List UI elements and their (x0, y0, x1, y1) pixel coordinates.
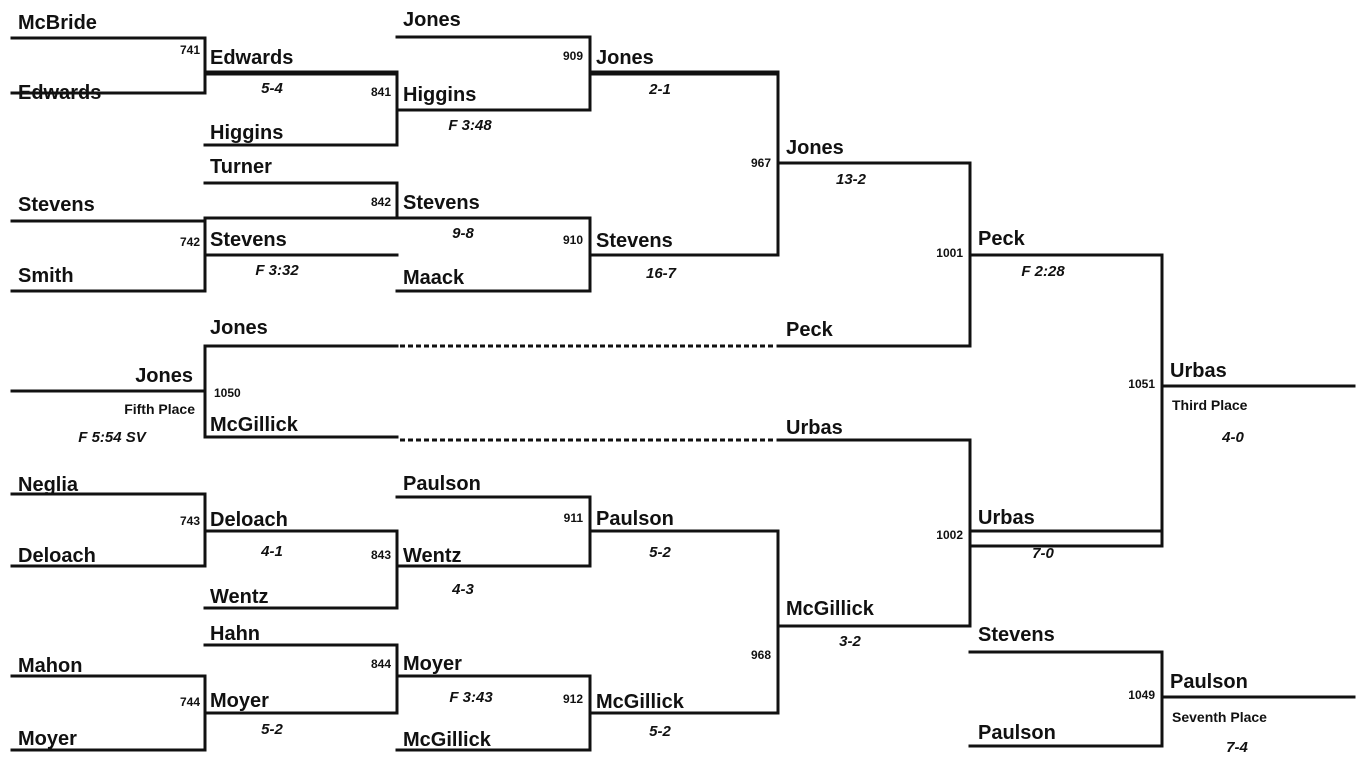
wrestler-name: Edwards (210, 47, 294, 69)
wrestler-name: Wentz (403, 545, 462, 567)
bout-number: 741 (179, 43, 200, 57)
third-place-label: Third Place (1172, 397, 1248, 413)
match-result: 13-2 (835, 171, 867, 188)
wrestler-name: Jones (596, 47, 654, 69)
match-result: 4-3 (452, 581, 474, 598)
wrestler-name: Urbas (786, 417, 843, 439)
match-result: F 3:48 (448, 117, 492, 134)
wrestler-name: Edwards (18, 82, 102, 104)
match-result: F 2:28 (1021, 263, 1065, 280)
wrestler-name: Deloach (18, 545, 96, 567)
bout-number: 967 (750, 156, 771, 170)
bout-number: 1051 (1128, 377, 1155, 391)
wrestler-name: Paulson (403, 473, 481, 495)
wrestler-name: Paulson (978, 722, 1056, 744)
wrestler-name: Hahn (210, 623, 260, 645)
wrestler-name: Stevens (18, 194, 95, 216)
wrestler-name: Moyer (403, 653, 462, 675)
match-result: F 5:54 SV (78, 429, 146, 446)
wrestler-name: Higgins (210, 122, 284, 144)
bout-number: 844 (370, 657, 391, 671)
wrestler-name: Jones (210, 317, 268, 339)
bout-number: 843 (370, 548, 391, 562)
wrestler-name: McBride (18, 12, 97, 34)
bout-number: 909 (562, 49, 583, 63)
match-result: 4-0 (1222, 429, 1244, 446)
wrestler-name: Moyer (210, 690, 269, 712)
match-result: 5-2 (649, 544, 671, 561)
wrestler-name: Urbas (1170, 360, 1227, 382)
match-result: 5-2 (261, 721, 283, 738)
seventh-place-label: Seventh Place (1172, 709, 1267, 725)
wrestler-name: McGillick (786, 598, 874, 620)
wrestler-name: McGillick (403, 729, 491, 751)
fifth-place-winner: Jones (135, 365, 193, 387)
match-result: F 3:43 (449, 689, 493, 706)
match-result: 7-0 (1032, 545, 1054, 562)
match-result: 5-4 (261, 80, 283, 97)
wrestler-name: Stevens (596, 230, 673, 252)
wrestler-name: Wentz (210, 586, 269, 608)
match-result: 7-4 (1226, 739, 1248, 756)
bracket-line (205, 183, 397, 218)
match-result: 9-8 (452, 225, 474, 242)
wrestler-name: Neglia (18, 474, 79, 496)
bracket-line (590, 72, 778, 255)
match-result: 5-2 (649, 723, 671, 740)
match-result: 3-2 (839, 633, 861, 650)
match-result: 2-1 (649, 81, 671, 98)
bout-number: 911 (563, 511, 583, 525)
match-result: 16-7 (645, 265, 677, 282)
wrestler-name: Paulson (1170, 671, 1248, 693)
bout-number: 1001 (936, 246, 963, 260)
bout-number: 841 (370, 85, 391, 99)
wrestler-name: Stevens (210, 229, 287, 251)
wrestler-name: Turner (210, 156, 272, 178)
bout-number: 1002 (936, 528, 963, 542)
bout-number: 910 (562, 233, 583, 247)
bracket-line (970, 255, 1162, 546)
fifth-place-label: Fifth Place (124, 401, 195, 417)
bout-number: 742 (179, 235, 200, 249)
wrestler-name: Paulson (596, 508, 674, 530)
bout-number: 912 (562, 692, 583, 706)
wrestler-name: Peck (978, 228, 1025, 250)
wrestler-name: McGillick (596, 691, 684, 713)
wrestler-name: Peck (786, 319, 833, 341)
bout-number: 1050 (214, 386, 241, 400)
match-result: F 3:32 (255, 262, 299, 279)
wrestler-name: McGillick (210, 414, 298, 436)
bracket-line (590, 531, 778, 713)
wrestler-name: Maack (403, 267, 465, 289)
wrestler-name: Higgins (403, 84, 477, 106)
wrestler-name: Jones (403, 9, 461, 31)
bout-number: 743 (179, 514, 200, 528)
wrestler-name: Urbas (978, 507, 1035, 529)
wrestler-name: Stevens (978, 624, 1055, 646)
match-result: 4-1 (261, 543, 283, 560)
wrestler-name: Deloach (210, 509, 288, 531)
wrestler-name: Stevens (403, 192, 480, 214)
bout-number: 842 (370, 195, 391, 209)
wrestler-name: Moyer (18, 728, 77, 750)
bout-number: 744 (179, 695, 200, 709)
wrestler-name: Smith (18, 265, 74, 287)
bout-number: 968 (750, 648, 771, 662)
wrestler-name: Jones (786, 137, 844, 159)
wrestler-name: Mahon (18, 655, 83, 677)
bout-number: 1049 (1128, 688, 1155, 702)
